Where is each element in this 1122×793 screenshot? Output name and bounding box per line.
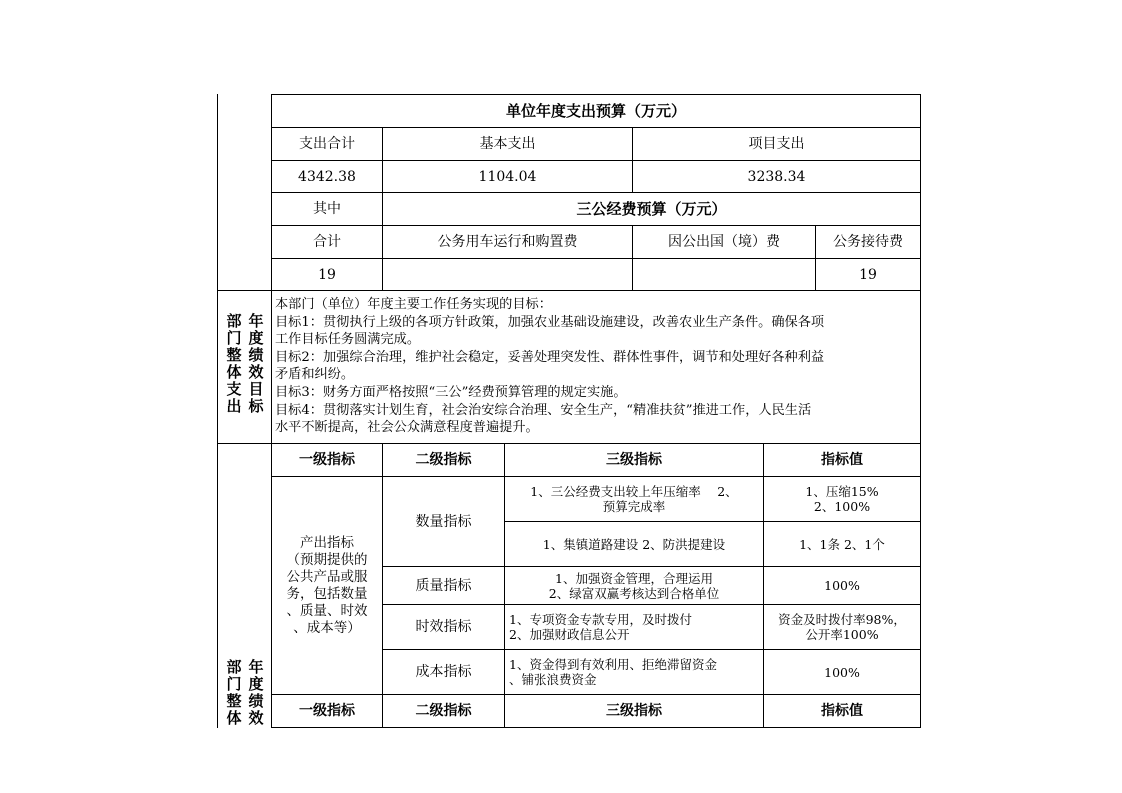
sub-label-qizhong: 其中	[313, 201, 341, 217]
goals-side-char: 部	[226, 312, 242, 330]
value-total-expense: 4342.38	[298, 168, 356, 185]
sangong-title: 三公经费预算（万元）	[576, 200, 727, 218]
goals-side-char: 绩	[248, 346, 264, 364]
indicators-side-char: 绩	[248, 692, 264, 710]
goals-side-label	[224, 313, 266, 415]
level3-cost: 1、资金得到有效利用、拒绝滞留资金 、铺张浪费资金	[509, 657, 717, 687]
indicators-side-char: 体	[226, 709, 242, 727]
sangong-value-abroad	[633, 259, 815, 290]
goals-side-char: 度	[248, 329, 264, 347]
sangong-value-vehicle	[383, 259, 632, 290]
indicator-header-level2: 二级指标	[415, 452, 472, 468]
page-cut-mask	[0, 732, 1122, 793]
indicator-header2-level1: 一级指标	[299, 703, 355, 719]
value-timeliness: 资金及时拨付率98%， 公开率100%	[778, 612, 906, 642]
goals-text	[275, 296, 918, 437]
goals-side-char: 目	[248, 380, 264, 398]
goals-line: 目标3：财务方面严格按照“三公”经费预算管理的规定实施。	[275, 384, 627, 400]
budget-title: 单位年度支出预算（万元）	[505, 102, 686, 120]
level1-output-indicator: 产出指标 （预期提供的 公共产品或服 务，包括数量 、质量、时效 、成本等）	[286, 534, 368, 636]
indicators-side-label	[224, 659, 266, 727]
goals-side-char: 年	[248, 312, 264, 330]
level3-timeliness: 1、专项资金专款专用，及时拨付 2、加强财政信息公开	[509, 612, 692, 642]
goals-side-char: 效	[248, 363, 264, 381]
goals-side-char: 支	[226, 380, 242, 398]
value-quantity-2: 1、1条 2、1个	[799, 536, 885, 552]
goals-side-char: 门	[226, 329, 242, 347]
goals-line: 工作目标任务圆满完成。	[275, 332, 421, 348]
value-quality: 100%	[824, 578, 860, 593]
goals-line: 目标4：贯彻落实计划生育，社会治安综合治理、安全生产，“精准扶贫”推进工作，人民生活	[275, 402, 812, 418]
indicators-side-char: 门	[226, 675, 242, 693]
level2-quantity: 数量指标	[415, 513, 472, 530]
indicator-header2-level3: 三级指标	[606, 703, 662, 719]
level3-quantity-2: 1、集镇道路建设 2、防洪提建设	[542, 536, 726, 552]
goals-side-char: 出	[226, 397, 242, 415]
goals-line: 目标1：贯彻执行上级的各项方针政策，加强农业基础设施建设，改善农业生产条件。确保各项	[275, 314, 825, 330]
indicator-header-value: 指标值	[821, 452, 863, 468]
level2-quality: 质量指标	[415, 577, 472, 594]
header-total-expense: 支出合计	[299, 136, 355, 152]
sangong-value-total: 19	[318, 266, 336, 283]
sangong-header-total: 合计	[313, 234, 341, 250]
goals-side-char: 体	[226, 363, 242, 381]
indicators-side-char: 年	[248, 658, 264, 676]
goals-line: 矛盾和纠纷。	[275, 367, 355, 383]
indicators-side-char: 部	[226, 658, 242, 676]
value-quantity-1: 1、压缩15% 2、100%	[805, 484, 879, 514]
value-basic-expense: 1104.04	[478, 168, 537, 185]
indicator-header-level1: 一级指标	[299, 452, 355, 468]
sangong-header-reception: 公务接待费	[833, 234, 903, 250]
indicator-header-level3: 三级指标	[606, 452, 662, 468]
goals-side-char: 整	[226, 346, 242, 364]
header-project-expense: 项目支出	[748, 136, 805, 152]
sangong-header-abroad: 因公出国（境）费	[668, 234, 780, 250]
level2-cost: 成本指标	[415, 664, 472, 680]
header-basic-expense: 基本支出	[479, 136, 536, 152]
indicator-header2-level2: 二级指标	[415, 703, 472, 719]
goals-side-char: 标	[248, 397, 264, 415]
indicator-header2-value: 指标值	[821, 703, 863, 719]
indicators-side-char: 度	[248, 675, 264, 693]
goals-line: 水平不断提高，社会公众满意程度普遍提升。	[275, 420, 539, 436]
indicators-side-char: 效	[248, 709, 264, 727]
goals-line: 目标2：加强综合治理，维护社会稳定，妥善处理突发性、群体性事件，调节和处理好各种利益	[275, 349, 825, 365]
level3-quality: 1、加强资金管理，合理运用 2、绿富双赢考核达到合格单位	[548, 570, 720, 601]
sangong-header-vehicle: 公务用车运行和购置费	[437, 234, 578, 250]
goals-line: 本部门（单位）年度主要工作任务实现的目标：	[275, 297, 552, 312]
sangong-value-reception: 19	[859, 266, 877, 283]
level3-quantity-1: 1、三公经费支出较上年压缩率 2、 预算完成率	[530, 484, 738, 514]
value-project-expense: 3238.34	[747, 168, 806, 185]
value-cost: 100%	[824, 664, 860, 680]
level2-timeliness: 时效指标	[415, 619, 472, 635]
indicators-side-char: 整	[226, 692, 242, 710]
